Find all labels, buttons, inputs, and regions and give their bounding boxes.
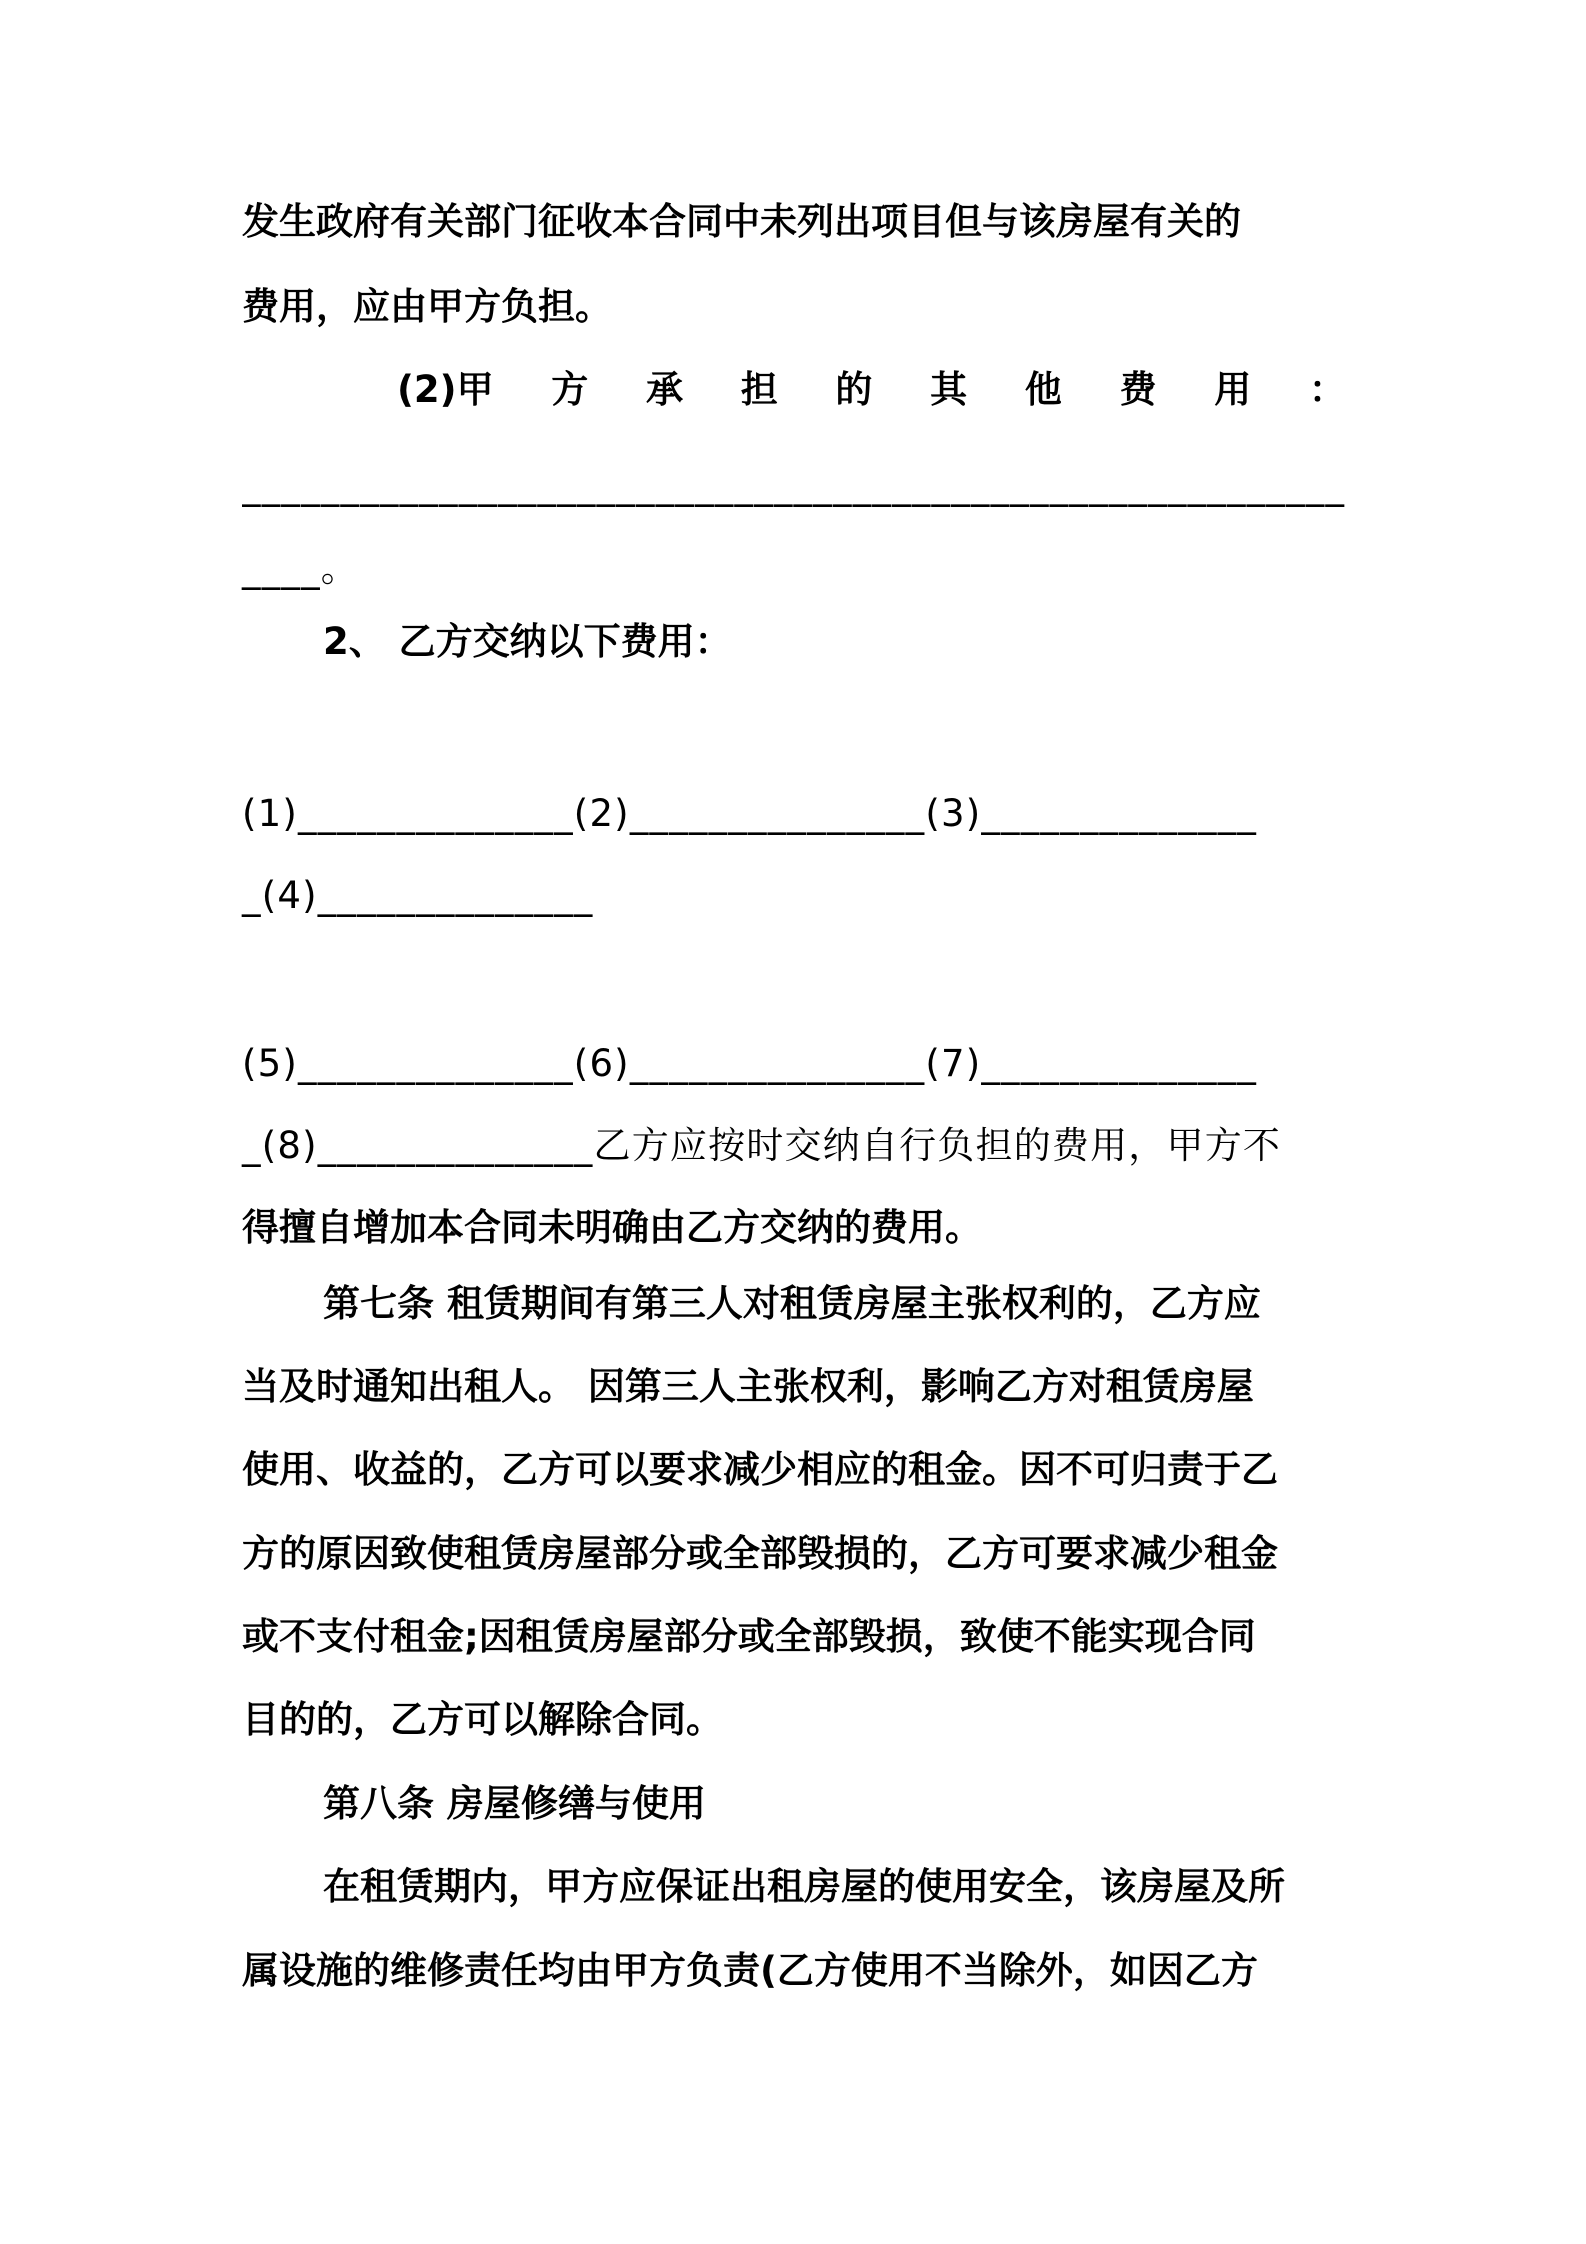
paragraph-line: 在租赁期内，甲方应保证出租房屋的使用安全，该房屋及所: [323, 1865, 1285, 1908]
spread-char: 的: [835, 368, 873, 411]
spread-char: ：: [1308, 368, 1346, 411]
article-7-line: 第七条 租赁期间有第三人对租赁房屋主张权利的，乙方应: [323, 1282, 1261, 1325]
paragraph-line: 发生政府有关部门征收本合同中未列出项目但与该房屋有关的: [242, 200, 1241, 243]
paragraph-line: 方的原因致使租赁房屋部分或全部毁损的，乙方可要求减少租金: [242, 1532, 1278, 1575]
fee-blank-4[interactable]: _(4)______________: [242, 874, 594, 917]
spread-char: 方: [551, 368, 589, 411]
paragraph-line: 属设施的维修责任均由甲方负责(乙方使用不当除外，如因乙方: [242, 1949, 1258, 1992]
article-8-heading: 第八条 房屋修缮与使用: [323, 1782, 706, 1825]
paragraph-line: 当及时通知出租人。 因第三人主张权利，影响乙方对租赁房屋: [242, 1365, 1254, 1408]
fill-in-blank-line[interactable]: ________________________________________________________: [242, 464, 1346, 507]
fee-blanks-1-3[interactable]: (1)______________(2)_______________(3)______________: [242, 792, 1258, 835]
spread-char: 他: [1024, 368, 1062, 411]
paragraph-line: 或不支付租金;因租赁房屋部分或全部毁损，致使不能实现合同: [242, 1615, 1256, 1658]
section-2-heading: 2、 乙方交纳以下费用：: [323, 620, 732, 663]
fee-blank-8-and-text[interactable]: _(8)______________乙方应按时交纳自行负担的费用，甲方不: [242, 1124, 1282, 1167]
spread-char: 承: [645, 368, 683, 411]
spread-char: 其: [930, 368, 968, 411]
spread-char: (2)甲: [397, 368, 494, 411]
paragraph-line: 目的的，乙方可以解除合同。: [242, 1698, 723, 1741]
paragraph-line: 使用、收益的，乙方可以要求减少相应的租金。因不可归责于乙: [242, 1448, 1278, 1491]
party-a-other-fees-line: [397, 366, 1346, 414]
spread-char: 担: [740, 368, 778, 411]
paragraph-line: 得擅自增加本合同未明确由乙方交纳的费用。: [242, 1206, 982, 1249]
spread-char: 费: [1119, 368, 1157, 411]
fill-in-blank-line-end[interactable]: ____。: [242, 547, 359, 590]
fee-blanks-5-7[interactable]: (5)______________(6)_______________(7)______________: [242, 1042, 1258, 1085]
spread-char: 用: [1214, 368, 1252, 411]
paragraph-line: 费用，应由甲方负担。: [242, 285, 612, 328]
